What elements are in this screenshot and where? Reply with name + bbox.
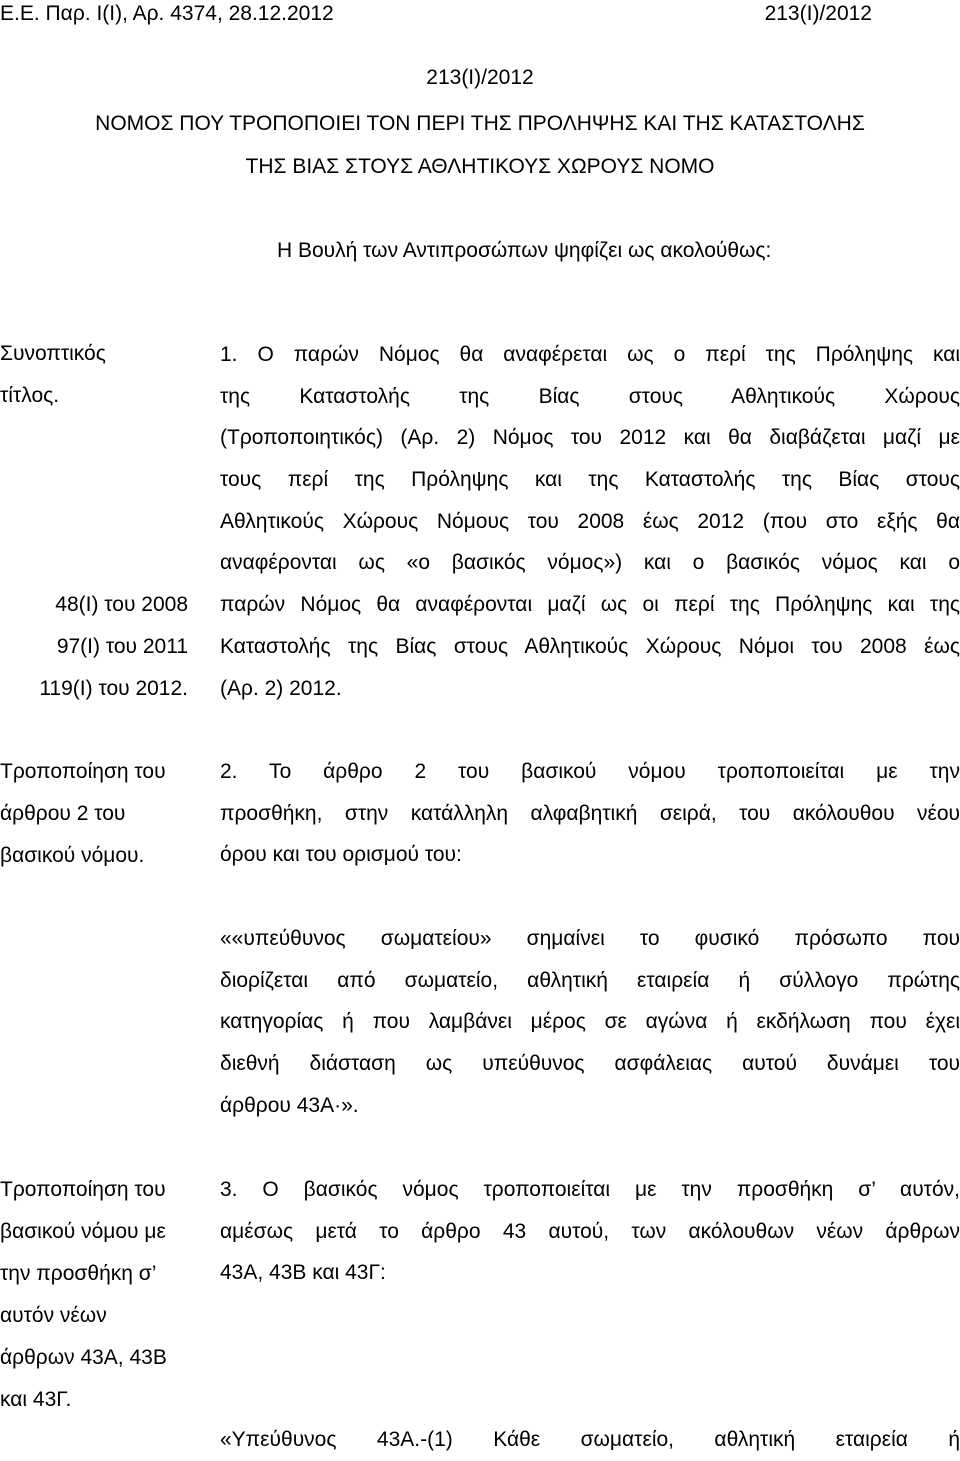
margin-note-line: Συνοπτικός <box>0 342 106 365</box>
margin-note-line: αυτόν νέων <box>0 1304 107 1327</box>
margin-note-line: Τροποποίηση του <box>0 1178 166 1201</box>
text-line: 2. Το άρθρο 2 του βασικού νόμου τροποποιείται με την <box>220 760 960 783</box>
margin-note-line: βασικού νόμου με <box>0 1220 166 1243</box>
text-line: όρου και του ορισμού του: <box>220 843 462 867</box>
citation-line: 119(Ι) του 2012. <box>39 677 188 700</box>
text-line: διεθνή διάσταση ως υπεύθυνος ασφάλειας αυτού δυνάμει του <box>220 1052 960 1076</box>
text-line: αναφέρονται ως «ο βασικός νόμος») και ο βασικός νόμος και ο <box>220 551 960 575</box>
section-1-text <box>220 334 960 709</box>
margin-note-line: Τροποποίηση του <box>0 760 166 783</box>
text-line: (Τροποποιητικός) (Αρ. 2) Νόμος του 2012 και θα διαβάζεται μαζί με <box>220 426 960 450</box>
article-43a-start <box>220 1419 960 1461</box>
gazette-reference: Ε.Ε. Παρ. Ι(Ι), Αρ. 4374, 28.12.2012 <box>0 2 334 25</box>
margin-note-short-title <box>0 333 200 417</box>
margin-note-line: και 43Γ. <box>0 1388 72 1411</box>
text-line: Καταστολής της Βίας στους Αθλητικούς Χώρους Νόμοι του 2008 έως <box>220 634 960 658</box>
text-line: κατηγορίας ή που λαμβάνει μέρος σε αγώνα ή εκδήλωση που έχει <box>220 1010 960 1034</box>
text-line: 3. Ο βασικός νόμος τροποποιείται με την προσθήκη σ’ αυτόν, <box>220 1178 960 1201</box>
text-line: 43Α, 43Β και 43Γ: <box>220 1261 386 1285</box>
section-2-text <box>220 751 960 876</box>
page-header <box>0 2 960 32</box>
margin-note-line: βασικού νόμου. <box>0 844 145 867</box>
definition-text <box>220 918 960 1126</box>
text-line: Αθλητικούς Χώρους Νόμους του 2008 έως 2012 (που στο εξής θα <box>220 509 960 533</box>
law-title-line-2: ΤΗΣ ΒΙΑΣ ΣΤΟΥΣ ΑΘΛΗΤΙΚΟΥΣ ΧΩΡΟΥΣ ΝΟΜΟ <box>245 155 715 178</box>
text-line: της Καταστολής της Βίας στους Αθλητικούς Χώρους <box>220 384 960 408</box>
text-line: άρθρου 43Α·». <box>220 1093 359 1117</box>
citation-line: 97(Ι) του 2011 <box>56 635 188 658</box>
text-line: 1. Ο παρών Νόμος θα αναφέρεται ως ο περί της Πρόληψης και <box>220 343 960 366</box>
law-title-line-1: ΝΟΜΟΣ ΠΟΥ ΤΡΟΠΟΠΟΙΕΙ ΤΟΝ ΠΕΡΙ ΤΗΣ ΠΡΟΛΗΨΗΣ ΚΑΙ ΤΗΣ ΚΑΤΑΣΤΟΛΗΣ <box>95 112 865 135</box>
law-number-header: 213(Ι)/2012 <box>764 2 872 25</box>
text-line: παρών Νόμος θα αναφέρονται μαζί ως οι περί της Πρόληψης και της <box>220 593 960 617</box>
citation-line: 48(Ι) του 2008 <box>55 593 188 616</box>
margin-note-line: τίτλος. <box>0 384 60 407</box>
margin-note-amendment-new-articles <box>0 1169 200 1421</box>
text-line: (Αρ. 2) 2012. <box>220 676 342 700</box>
law-number: 213(Ι)/2012 <box>426 66 534 89</box>
margin-note-amendment-article-2 <box>0 751 200 877</box>
section-3-text <box>220 1169 960 1294</box>
margin-note-line: την προσθήκη σ’ <box>0 1262 157 1285</box>
text-line: αμέσως μετά το άρθρο 43 αυτού, των ακόλουθων νέων άρθρων <box>220 1219 960 1243</box>
margin-citations <box>0 584 188 710</box>
enacting-clause: Η Βουλή των Αντιπροσώπων ψηφίζει ως ακολούθως: <box>277 239 772 262</box>
text-line: «Υπεύθυνος 43Α.-(1) Κάθε σωματείο, αθλητική εταιρεία ή <box>220 1428 960 1451</box>
margin-note-line: άρθρων 43Α, 43Β <box>0 1346 167 1369</box>
text-line: τους περί της Πρόληψης και της Καταστολής της Βίας στους <box>220 468 960 492</box>
margin-note-line: άρθρου 2 του <box>0 802 126 825</box>
text-line: ««υπεύθυνος σωματείου» σημαίνει το φυσικό πρόσωπο που <box>220 927 960 950</box>
text-line: διορίζεται από σωματείο, αθλητική εταιρεία ή σύλλογο πρώτης <box>220 968 960 992</box>
text-line: προσθήκη, στην κατάλληλη αλφαβητική σειρά, του ακόλουθου νέου <box>220 801 960 825</box>
